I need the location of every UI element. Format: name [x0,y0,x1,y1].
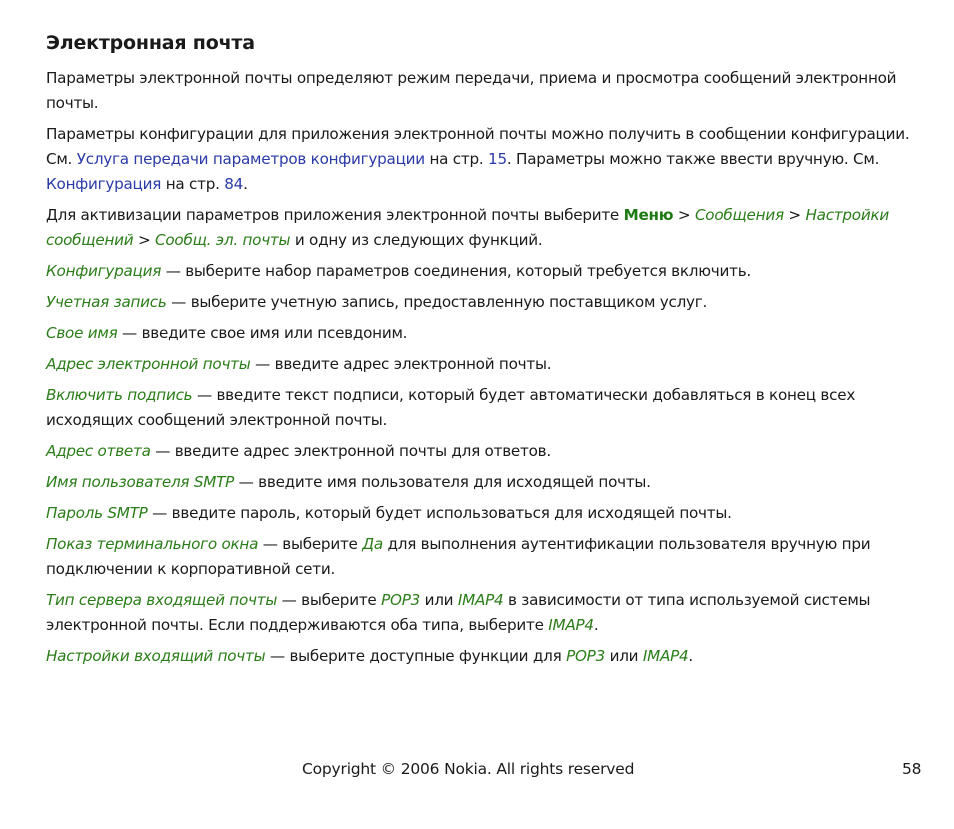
option-name: Свое имя [46,324,118,342]
email-messages-keyword: Сообщ. эл. почты [155,231,291,249]
activate-paragraph [46,203,916,253]
message-settings-keyword: Настройки сообщений [46,206,889,249]
activate-text-1: Для активизации параметров приложения электронной почты выберите [46,206,624,224]
option-text: или [420,591,458,609]
option-name: Имя пользователя SMTP [46,473,235,491]
option-name: Конфигурация [46,262,162,280]
copyright-text: Copyright © 2006 Nokia. All rights reserved [302,760,635,778]
option-text: или [605,647,643,665]
option-item [46,439,916,464]
option-item-server-type [46,588,916,638]
option-text: для выполнения аутентификации пользователя вручную при подключении к корпоративной сети. [46,535,871,578]
option-text: . [593,616,599,634]
page-link-15[interactable]: 15 [488,150,507,168]
page-footer [0,760,954,784]
option-name: Включить подпись [46,386,193,404]
option-item [46,321,916,346]
option-text: — выберите доступные функции для [265,647,567,665]
page-number: 58 [902,760,922,778]
option-item [46,259,916,284]
option-item [46,383,916,433]
yes-keyword: Да [362,535,383,553]
option-name: Учетная запись [46,293,167,311]
option-name: Пароль SMTP [46,504,148,522]
intro-paragraph: Параметры электронной почты определяют режим передачи, приема и просмотра сообщений электронной почты. [46,69,897,112]
option-description: — введите имя пользователя для исходящей почты. [234,473,651,491]
option-text: . [688,647,693,665]
option-text: — выберите [277,591,382,609]
pop3-keyword: POP3 [566,647,605,665]
config-paragraph [46,122,916,197]
page-content [46,30,916,675]
path-separator: > [673,206,695,224]
page-link-84[interactable]: 84 [224,175,244,193]
option-text: в зависимости от типа используемой системы электронной почты. Если поддерживаются оба типа, выберите [46,591,871,634]
option-item-incoming-settings [46,644,916,669]
path-separator: > [133,231,156,249]
option-item [46,290,916,315]
config-text-4: на стр. [161,175,225,193]
option-name: Тип сервера входящей почты [46,591,278,609]
config-text-3: . Параметры можно также ввести вручную. См. [506,150,880,168]
option-description: — введите текст подписи, который будет автоматически добавляться в конец всех исходящих сообщений электронной почты. [46,386,856,429]
configuration-link[interactable]: Конфигурация [46,175,162,193]
option-name: Показ терминального окна [46,535,259,553]
path-separator: > [783,206,806,224]
config-text-5: . [243,175,248,193]
imap4-keyword: IMAP4 [642,647,689,665]
config-service-link[interactable]: Услуга передачи параметров конфигурации [76,150,425,168]
imap4-keyword: IMAP4 [548,616,594,634]
menu-keyword: Меню [623,206,674,224]
option-item-terminal [46,532,916,582]
config-text-2: на стр. [424,150,489,168]
option-description: — выберите учетную запись, предоставленную поставщиком услуг. [166,293,708,311]
option-name: Адрес электронной почты [46,355,251,373]
option-description: — введите пароль, который будет использоваться для исходящей почты. [147,504,732,522]
messages-keyword: Сообщения [694,206,784,224]
option-name: Настройки входящий почты [46,647,266,665]
option-name: Адрес ответа [46,442,151,460]
option-item [46,501,916,526]
option-description: — выберите набор параметров соединения, который требуется включить. [161,262,751,280]
activate-text-2: и одну из следующих функций. [290,231,543,249]
imap4-keyword: IMAP4 [457,591,504,609]
option-item [46,470,916,495]
config-text-1: Параметры конфигурации для приложения электронной почты можно получить в сообщении конфигурации. См. [46,125,910,168]
section-title: Электронная почта [46,32,255,54]
option-text: — выберите [258,535,363,553]
option-description: — введите адрес электронной почты для ответов. [150,442,551,460]
option-item [46,352,916,377]
pop3-keyword: POP3 [381,591,421,609]
option-description: — введите адрес электронной почты. [250,355,552,373]
option-description: — введите свое имя или псевдоним. [117,324,408,342]
